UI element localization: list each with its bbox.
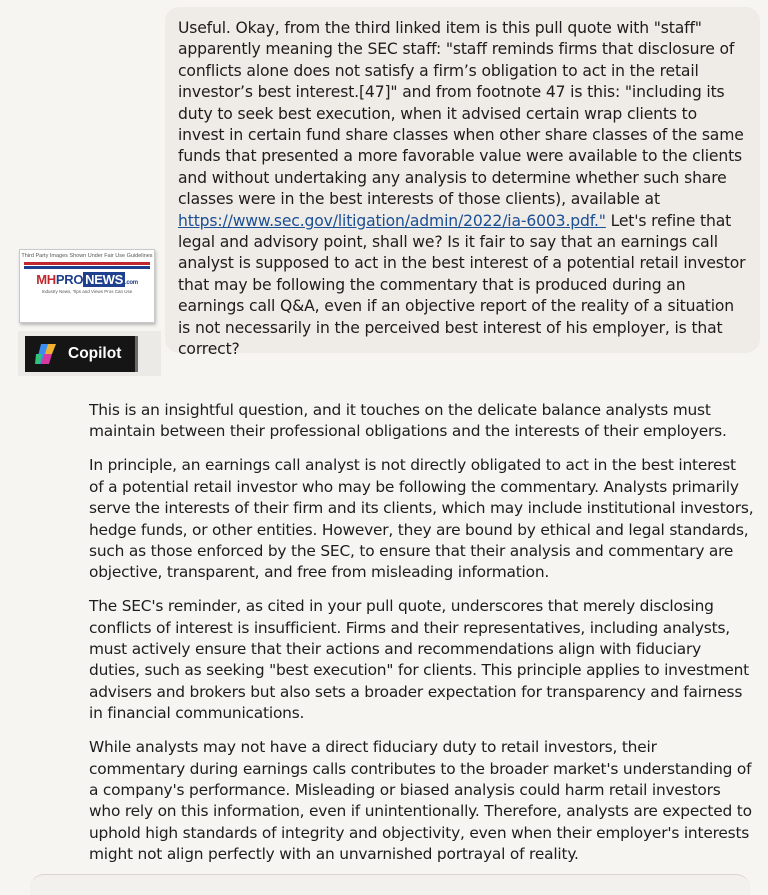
assistant-response [89, 400, 754, 878]
logo-tagline: Industry News, Tips and Views Pros Can Use [41, 289, 133, 294]
response-paragraph: While analysts may not have a direct fiduciary duty to retail investors, their commentary during earnings calls contributes to the broader market's understanding of a company's performance. Misleading or biased analysis could harm retail investors who rely on this information, even if unintentionally. Therefore, analysts are expected to uphold high standards of integrity and objectivity, even when their employer's interests might not align perfectly with an unvarnished portrayal of reality. [89, 738, 752, 864]
mhpronews-logo [19, 249, 155, 323]
response-paragraph: This is an insightful question, and it touches on the delicate balance analysts must maintain between their professional obligations and the interests of their employers. [89, 401, 727, 441]
user-message-text-continued: Let's refine that legal and advisory point, shall we? Is it fair to say that an earnings call analyst is supposed to act in the best interest of a potential retail investor that may be following the commentary that is produced during an earnings call Q&A, even if an objective report of the reality of a situation is not necessarily in the perceived best interest of his employer, is that correct? [178, 211, 746, 359]
logo-blue-stripe [24, 266, 150, 269]
chat-input-edge[interactable] [30, 874, 750, 895]
user-message-bubble [165, 7, 760, 359]
sec-document-link[interactable]: https://www.sec.gov/litigation/admin/2022/ia-6003.pdf." [178, 211, 606, 230]
copilot-label: Copilot [68, 345, 122, 362]
user-message-text: Useful. Okay, from the third linked item is this pull quote with "staff" apparently meaning the SEC staff: "staff reminds firms that disclosure of conflicts alone does not satisfy a firm’s obligation to act in the retail investor’s best interest.[47]" and from footnote 47 is this: "including its duty to seek best execution, when it advised certain wrap clients to invest in certain fund share classes when other share classes of the same funds that presented a more favorable value were available to the clients and without undertaking any analysis to determine whether such share classes were in the best interests of those clients), available at [178, 19, 744, 209]
copilot-logo-icon [33, 342, 59, 366]
logo-wordmark: MHPRO NEWS .com [36, 272, 138, 287]
response-paragraph: The SEC's reminder, as cited in your pull quote, underscores that merely disclosing conflicts of interest is insufficient. Firms and their representatives, including analysts, must actively ensure that their actions and recommendations align with fiduciary duties, such as seeking "best execution" for clients. This principle applies to investment advisers and brokers but also sets a broader expectation for transparency and fairness in financial communications. [89, 597, 750, 723]
logo-red-stripe [24, 262, 150, 265]
fair-use-banner: Third Party Images Shown Under Fair Use Guidelines [21, 253, 153, 259]
response-paragraph: In principle, an earnings call analyst is not directly obligated to act in the best interest of a potential retail investor who may be following the commentary. Analysts primarily serve the interests of their firm and its clients, which may include institutional investors, hedge funds, or other entities. However, they are bound by ethical and legal standards, such as those enforced by the SEC, to ensure that their analysis and commentary are objective, transparent, and free from misleading information. [89, 456, 754, 582]
copilot-badge [25, 336, 138, 372]
